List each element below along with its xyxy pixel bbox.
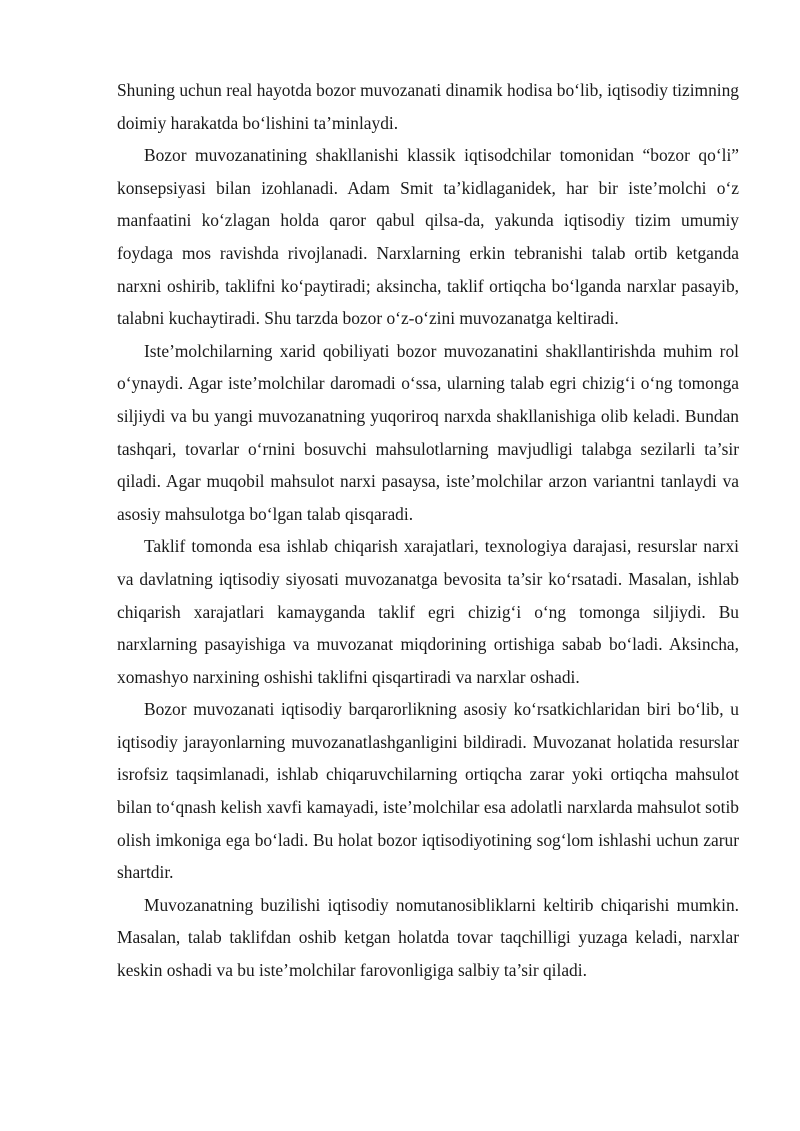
paragraph-market-hand: Bozor muvozanatining shakllanishi klassik iqtisodchilar tomonidan “bozor qo‘li” konsepsiyasi bilan izohlanadi. Adam Smit ta’kidlaganidek, har bir iste’molchi o‘z manfaatini ko‘zlagan holda qaror qabul qilsa-da, yakunda iqtisodiy tizim umumiy foydaga mos ravishda rivojlanadi. Narxlarning erkin tebranishi talab ortib ketganda narxni oshirib, taklifni ko‘paytiradi; aksincha, taklif ortiqcha bo‘lganda narxlar pasayib, talabni kuchaytiradi. Shu tarzda bozor o‘z-o‘zini muvozanatga keltiradi. [117, 145, 739, 329]
paragraph-stability: Bozor muvozanati iqtisodiy barqarorlikning asosiy ko‘rsatkichlaridan biri bo‘lib, u iqtisodiy jarayonlarning muvozanatlashganligini bildiradi. Muvozanat holatida resurslar isrofsiz taqsimlanadi, ishlab chiqaruvchilarning ortiqcha zarar yoki ortiqcha mahsulot bilan to‘qnash kelish xavfi kamayadi, iste’molchilar esa adolatli narxlarda mahsulot sotib olish imkoniga ega bo‘ladi. Bu holat bozor iqtisodiyotining sog‘lom ishlashi uchun zarur shartdir. [117, 699, 739, 883]
paragraph-purchasing-power: Iste’molchilarning xarid qobiliyati bozor muvozanatini shakllantirishda muhim rol o‘ynaydi. Agar iste’molchilar daromadi o‘ssa, ularning talab egri chizig‘i o‘ng tomonga siljiydi va bu yangi muvozanatning yuqoriroq narxda shakllanishiga olib keladi. Bundan tashqari, tovarlar o‘rnini bosuvchi mahsulotlarning mavjudligi talabga sezilarli ta’sir qiladi. Agar muqobil mahsulot narxi pasaysa, iste’molchilar arzon variantni tanlaydi va asosiy mahsulotga bo‘lgan talab qisqaradi. [117, 340, 739, 524]
document-body [117, 74, 739, 987]
paragraph-supply-side: Taklif tomonda esa ishlab chiqarish xarajatlari, texnologiya darajasi, resurslar narxi va davlatning iqtisodiy siyosati muvozanatga bevosita ta’sir ko‘rsatadi. Masalan, ishlab chiqarish xarajatlari kamayganda taklif egri chizig‘i o‘ng tomonga siljiydi. Bu narxlarning pasayishiga va muvozanat miqdorining ortishiga sabab bo‘ladi. Aksincha, xomashyo narxining oshishi taklifni qisqartiradi va narxlar oshadi. [117, 536, 739, 687]
paragraph-continuation: Shuning uchun real hayotda bozor muvozanati dinamik hodisa bo‘lib, iqtisodiy tizimning doimiy harakatda bo‘lishini ta’minlaydi. [117, 80, 739, 133]
paragraph-imbalance: Muvozanatning buzilishi iqtisodiy nomutanosibliklarni keltirib chiqarishi mumkin. Masalan, talab taklifdan oshib ketgan holatda tovar taqchilligi yuzaga keladi, narxlar keskin oshadi va bu iste’molchilar farovonligiga salbiy ta’sir qiladi. [117, 894, 739, 981]
